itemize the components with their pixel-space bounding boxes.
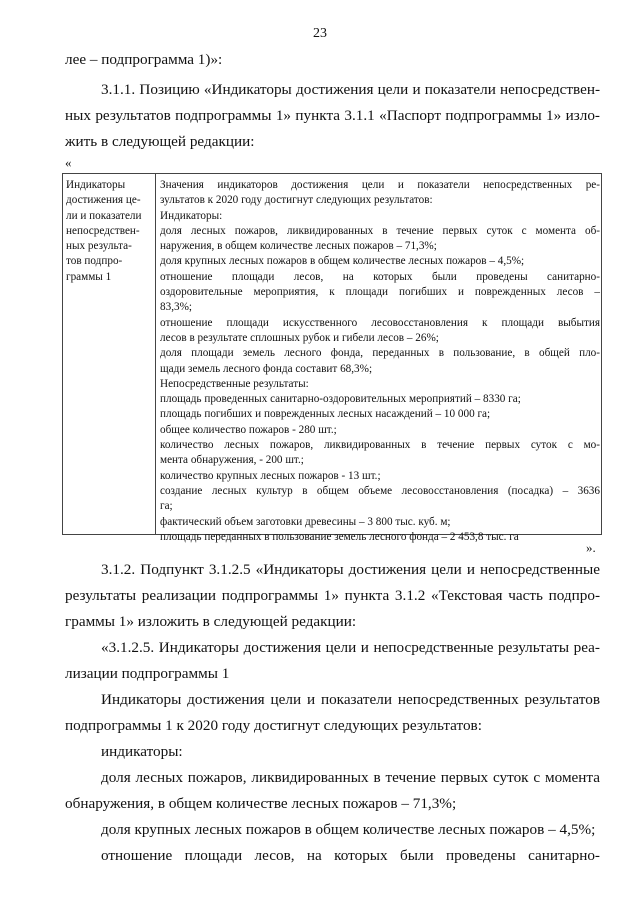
values-intro-line-2: подпрограммы 1 к 2020 году достигнут следующих результатов: [65,717,482,734]
values-intro-line-1: Индикаторы достижения цели и показатели непосредственных результатов [101,691,600,708]
right-line: га; [160,500,173,513]
indicator-1-line-1: доля лесных пожаров, ликвидированных в течение первых суток с момента [101,769,600,786]
page-number: 23 [313,26,327,41]
right-line: лесов в результате сплошных рубок и гибели лесов – 26%; [160,331,439,344]
indicator-2: доля крупных лесных пожаров в общем количестве лесных пожаров – 4,5%; [101,821,596,838]
item-312-line-1: 3.1.2. Подпункт 3.1.2.5 «Индикаторы достижения цели и непосредственные [101,561,600,578]
right-line: отношение площади искусственного лесовосстановления к площади выбытия [160,316,600,329]
right-line: наружения, в общем количестве лесных пожаров – 71,3%; [160,240,437,253]
table-right-cell [160,178,600,545]
table-left-cell [66,178,154,285]
left-line: ли и показатели [66,209,142,222]
table-column-divider [155,174,156,534]
right-line: площадь переданных в пользование земель лесного фонда – 2 453,8 тыс. га [160,530,519,543]
left-line: тов подпро- [66,255,123,268]
right-line: площадь погибших и поврежденных лесных насаждений – 10 000 га; [160,408,491,421]
right-line: создание лесных культур в общем объеме лесовосстановления (посадка) – 3636 [160,484,600,497]
right-line: фактический объем заготовки древесины – 3 800 тыс. куб. м; [160,515,451,528]
right-line: доля площади земель лесного фонда, переданных в пользование, в общей пло- [160,347,600,360]
item-312-line-3: граммы 1» изложить в следующей редакции: [65,613,357,630]
quote-open: « [65,155,72,170]
indicator-3-line-1: отношение площади лесов, на которых были проведены санитарно- [101,847,600,864]
item-311-line-3: жить в следующей редакции: [65,133,255,150]
right-line: общее количество пожаров - 280 шт.; [160,423,337,436]
right-line: количество крупных лесных пожаров - 13 шт.; [160,469,381,482]
right-line: площадь проведенных санитарно-оздоровительных мероприятий – 8330 га; [160,393,521,406]
right-line: оздоровительные мероприятия, к площади погибших и поврежденных лесов – [160,286,600,299]
left-line: граммы 1 [66,270,112,283]
indicator-1-line-2: обнаружения, в общем количестве лесных пожаров – 71,3%; [65,795,457,812]
left-line: непосредствен- [66,224,140,237]
right-line: Непосредственные результаты: [160,377,309,390]
right-line: количество лесных пожаров, ликвидированных в течение первых суток с мо- [160,439,600,452]
item-3125-line-1: «3.1.2.5. Индикаторы достижения цели и непосредственные результаты реа- [101,639,600,656]
right-line: отношение площади лесов, на которых были проведены санитарно- [160,270,600,283]
left-line: ных результа- [66,240,132,253]
left-line: достижения це- [66,194,141,207]
right-line: Значения индикаторов достижения цели и показатели непосредственных ре- [160,179,600,191]
item-3125-line-2: лизации подпрограммы 1 [65,665,230,682]
item-311-line-2: ных результатов подпрограммы 1» пункта 3.1.1 «Паспорт подпрограммы 1» изло- [65,107,600,124]
right-line: щади земель лесного фонда составит 68,3%; [160,362,373,375]
item-312-line-2: результаты реализации подпрограммы 1» пункта 3.1.2 «Текстовая часть подпро- [65,587,600,604]
right-line: Индикаторы: [160,209,223,222]
passport-table [62,173,602,543]
right-line: доля лесных пожаров, ликвидированных в течение первых суток с момента об- [160,224,600,237]
quote-close: ». [586,540,596,555]
right-line: 83,3%; [160,301,193,314]
right-line: мента обнаружения, - 200 шт.; [160,454,304,467]
right-line: доля крупных лесных пожаров в общем количестве лесных пожаров – 4,5%; [160,255,525,268]
left-line: Индикаторы [66,179,126,191]
indicators-label: индикаторы: [101,743,183,760]
right-line: зультатов к 2020 году достигнут следующих результатов: [160,194,433,207]
intro-line: лее – подпрограмма 1)»: [65,51,223,68]
item-311-line-1: 3.1.1. Позицию «Индикаторы достижения цели и показатели непосредствен- [101,81,600,98]
